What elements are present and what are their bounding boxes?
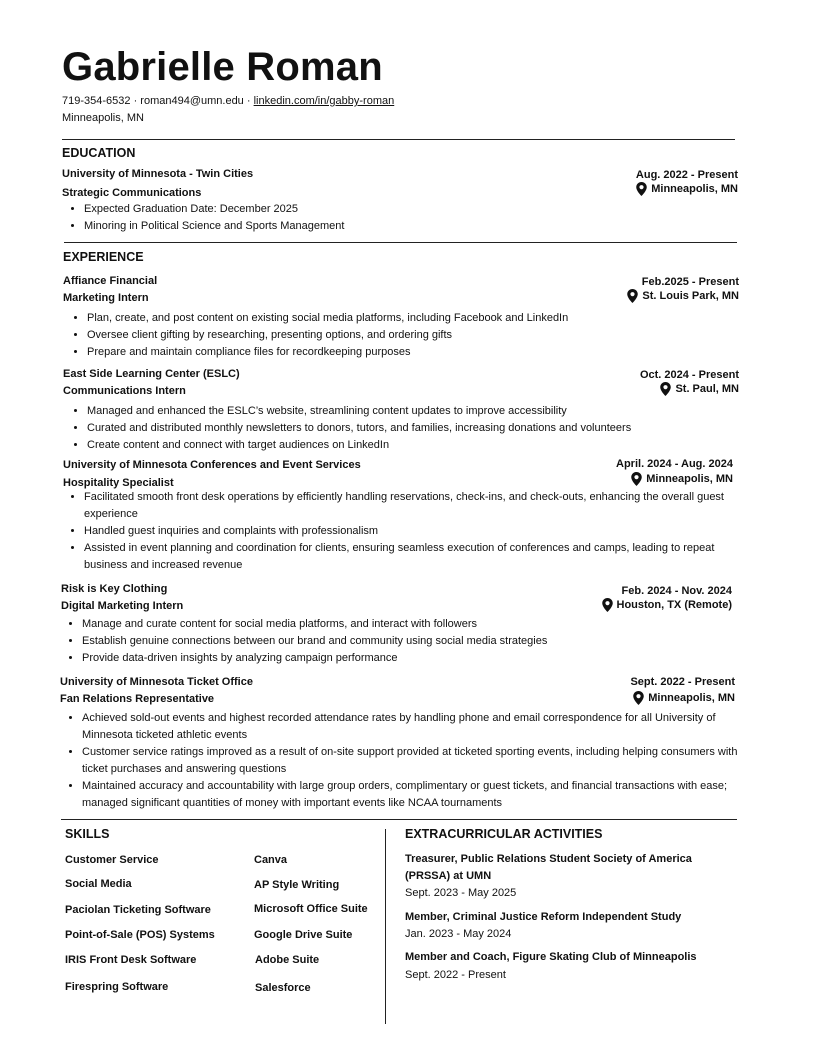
company-name: East Side Learning Center (ESLC): [63, 368, 240, 380]
degree-name: Strategic Communications: [62, 187, 202, 199]
resume-name: Gabrielle Roman: [62, 45, 383, 89]
list-item: • Maintained accuracy and accountability with large group orders, complimentary or guest tickets, and financial transactions with ease; managed significant quantities of money with important events like NCAA tournaments: [82, 778, 742, 812]
experience-entry: [63, 274, 739, 361]
location-text: St. Louis Park, MN: [642, 290, 739, 302]
list-item: • Managed and enhanced the ESLC’s website, streamlining content updates to improve accessibility: [87, 403, 739, 420]
activity-title: Member, Criminal Justice Reform Independent Study: [405, 911, 682, 923]
job-bullets: [61, 616, 732, 667]
location-text: Minneapolis, MN: [651, 183, 738, 195]
education-location: [636, 182, 738, 196]
list-item: • Provide data-driven insights by analyzing campaign performance: [82, 650, 732, 667]
company-name: University of Minnesota Conferences and Event Services: [63, 459, 361, 471]
list-item: • Achieved sold-out events and highest recorded attendance rates by handling phone and email correspondence for all University of Minnesota ticketed athletic events: [82, 710, 742, 744]
skill-item: Canva: [254, 854, 288, 866]
home-city: Minneapolis, MN: [62, 112, 144, 124]
list-item: • Curated and distributed monthly newsletters to donors, tutors, and families, increasing donations and volunteers: [87, 420, 739, 437]
separator: ·: [243, 95, 254, 107]
job-title: Digital Marketing Intern: [61, 600, 184, 612]
divider: [61, 819, 737, 820]
company-name: University of Minnesota Ticket Office: [60, 676, 253, 688]
job-title: Hospitality Specialist: [63, 477, 174, 489]
list-item: • Minoring in Political Science and Sports Management: [84, 218, 738, 235]
job-dates: Feb.2025 - Present: [641, 276, 739, 288]
job-title: Communications Intern: [63, 385, 186, 397]
education-bullets: [62, 201, 738, 235]
list-item: • Create content and connect with target audiences on LinkedIn: [87, 437, 739, 454]
location-pin-icon: [633, 691, 644, 705]
experience-entry: [60, 675, 738, 812]
list-item: • Establish genuine connections between our brand and community using social media strategies: [82, 633, 732, 650]
education-section-title: EDUCATION: [62, 146, 136, 160]
divider: [64, 242, 737, 243]
location-text: Minneapolis, MN: [646, 473, 733, 485]
activity-item: [405, 851, 740, 902]
location-text: Houston, TX (Remote): [616, 599, 732, 611]
divider: [62, 139, 735, 140]
company-name: Affiance Financial: [63, 275, 158, 287]
email-address: roman494@umn.edu: [140, 95, 244, 107]
skills-section-title: SKILLS: [65, 827, 110, 841]
skill-item: Adobe Suite: [255, 954, 320, 966]
list-item: • Assisted in event planning and coordination for clients, ensuring seamless execution of conferences and camps, leading to repeat business and increased revenue: [84, 540, 739, 574]
linkedin-link[interactable]: linkedin.com/in/gabby-roman: [253, 95, 395, 107]
skill-item: Google Drive Suite: [254, 929, 353, 941]
list-item: • Customer service ratings improved as a result of on-site support provided at ticketed sporting events, including helping consumers with ticket purchases and answering questions: [82, 744, 742, 778]
skill-item: AP Style Writing: [254, 879, 340, 891]
list-item: • Oversee client gifting by researching, presenting options, and ordering gifts: [87, 327, 739, 344]
activity-dates: Sept. 2023 - May 2025: [405, 887, 517, 899]
job-bullets: [63, 403, 739, 454]
skill-item: Point-of-Sale (POS) Systems: [65, 929, 215, 941]
job-dates: April. 2024 - Aug. 2024: [616, 458, 733, 470]
job-title: Fan Relations Representative: [60, 693, 215, 705]
activity-item: [405, 949, 740, 984]
job-location: [602, 598, 733, 612]
activity-title: Treasurer, Public Relations Student Society of America (PRSSA) at UMN: [405, 853, 692, 882]
job-dates: Oct. 2024 - Present: [639, 369, 739, 381]
job-title: Marketing Intern: [63, 292, 149, 304]
experience-entry: [63, 459, 733, 574]
job-location: [660, 382, 739, 396]
experience-entry: [61, 582, 732, 667]
job-bullets: [60, 710, 742, 812]
skill-item: Social Media: [65, 878, 132, 890]
column-divider: [385, 829, 386, 1024]
activity-title: Member and Coach, Figure Skating Club of Minneapolis: [405, 951, 697, 963]
job-dates: Sept. 2022 - Present: [630, 676, 735, 688]
education-dates: Aug. 2022 - Present: [635, 169, 738, 181]
list-item: • Handled guest inquiries and complaints with professionalism: [84, 523, 739, 540]
phone-number: 719-354-6532: [62, 95, 131, 107]
location-pin-icon: [636, 182, 647, 196]
activity-dates: Sept. 2022 - Present: [405, 969, 506, 981]
experience-section-title: EXPERIENCE: [63, 250, 144, 264]
separator: ·: [130, 95, 141, 107]
list-item: • Expected Graduation Date: December 2025: [84, 201, 738, 218]
location-pin-icon: [627, 289, 638, 303]
skill-item: Firespring Software: [65, 981, 169, 993]
education-entry: [62, 167, 738, 235]
list-item: • Prepare and maintain compliance files for recordkeeping purposes: [87, 344, 739, 361]
skill-item: Paciolan Ticketing Software: [65, 904, 211, 916]
job-location: [627, 289, 739, 303]
location-pin-icon: [660, 382, 671, 396]
skill-item: Microsoft Office Suite: [254, 903, 368, 915]
job-location: [631, 472, 733, 486]
activity-item: [405, 909, 740, 943]
job-location: [633, 691, 735, 705]
contact-line: [62, 94, 394, 108]
job-dates: Feb. 2024 - Nov. 2024: [621, 585, 732, 597]
list-item: • Facilitated smooth front desk operations by efficiently handling reservations, check-ins, and check-outs, enhancing the overall guest experience: [84, 489, 739, 523]
skill-item: Customer Service: [65, 854, 159, 866]
skill-item: Salesforce: [255, 982, 311, 994]
location-pin-icon: [602, 598, 613, 612]
location-text: Minneapolis, MN: [648, 692, 735, 704]
school-name: University of Minnesota - Twin Cities: [62, 168, 254, 180]
activity-dates: Jan. 2023 - May 2024: [405, 928, 512, 940]
skill-item: IRIS Front Desk Software: [65, 954, 197, 966]
extracurricular-section-title: EXTRACURRICULAR ACTIVITIES: [405, 827, 603, 841]
job-bullets: [63, 310, 739, 361]
list-item: • Plan, create, and post content on existing social media platforms, including Facebook and LinkedIn: [87, 310, 739, 327]
location-pin-icon: [631, 472, 642, 486]
experience-entry: [63, 367, 739, 454]
list-item: • Manage and curate content for social media platforms, and interact with followers: [82, 616, 732, 633]
job-bullets: [63, 489, 739, 574]
location-text: St. Paul, MN: [675, 383, 739, 395]
company-name: Risk is Key Clothing: [61, 583, 168, 595]
